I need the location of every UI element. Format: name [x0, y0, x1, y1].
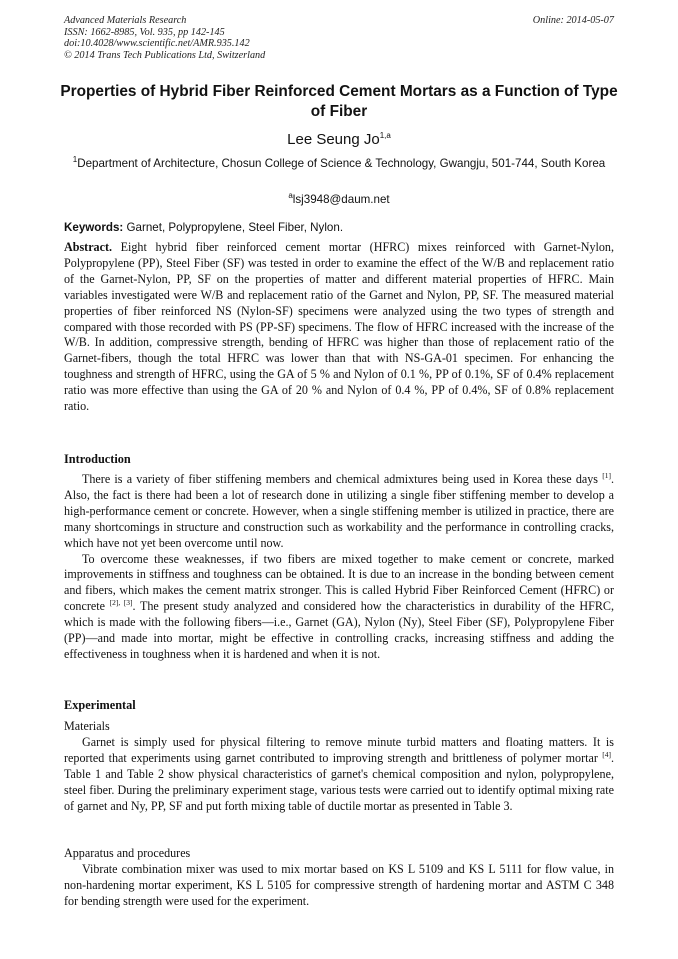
introduction-heading: Introduction: [64, 452, 131, 466]
email-text: lsj3948@daum.net: [292, 193, 390, 206]
journal-issn: ISSN: 1662-8985, Vol. 935, pp 142-145: [64, 26, 225, 38]
apparatus-paragraph: Vibrate combination mixer was used to mix mortar based on KS L 5109 and KS L 5111 for flow value, in non-hardening mortar experiment, KS L 5105 for compressive strength of hardening mortar and ASTM C 348 for bending strength were used for the experiment.: [64, 861, 614, 908]
intro-p2-text-a: To overcome these weaknesses, if two fibers are mixed together to make cement or concrete, marked improvements in stiffness and toughness can be obtained. It is due to an increase in the bonding between cement and fibers, which makes the cement matrix stronger. This is called Hybrid Fiber Reinforced Cement (HFRC) or concrete: [64, 551, 614, 614]
author-name: Lee Seung Jo: [287, 131, 380, 148]
introduction-body: [64, 472, 614, 663]
apparatus-section: [64, 846, 614, 910]
intro-paragraph-1: [64, 472, 614, 552]
intro-p1-text-a: There is a variety of fiber stiffening members and chemical admixtures being used in Korea these days: [82, 472, 603, 486]
abstract: [64, 240, 614, 415]
citation-4: [4]: [602, 749, 611, 759]
abstract-text: Eight hybrid fiber reinforced cement mortar (HFRC) mixes reinforced with Garnet-Nylon, Polypropylene (PP), Steel Fiber (SF) was tested in order to examine the effect of the W/B and replacement ratio of the Garnet-Nylon, PP, SF on the properties of matter and different material properties of HFRC. Main variables investigated were W/B and replacement ratio of the Garnet and Nylon, PP, SF. The measured material properties of fiber reinforced NS (Nylon-SF) specimens were analyzed using the two types of strength and compared with those recorded with PS (PP-SF) specimens. The flow of HFRC increased with the increase of the W/B. In addition, compressive strength, bending of HFRC was higher than those of replacement ratio of the Garnet-fibers, though the total HFRC was lower than that with NS-GA-01 specimen. For enhancing the toughness and strength of HFRC, using the GA of 5 % and Nylon of 0.1 %, PP of 0.1%, SF of 0.4% replacement ratio was more effective than using the GA of 20 % and Nylon of 0.4 %, PP of 0.4%, SF of 0.8% replacement ratio.: [64, 240, 614, 414]
affiliation-sup: 1: [72, 155, 78, 165]
email-sup: a: [288, 191, 293, 201]
author-sup: 1,a: [379, 131, 391, 140]
journal-doi: doi:10.4028/www.scientific.net/AMR.935.142: [64, 38, 250, 50]
paper-title: Properties of Hybrid Fiber Reinforced Cement Mortars as a Function of Type of Fiber: [60, 83, 618, 120]
affiliation-text: Department of Architecture, Chosun College of Science & Technology, Gwangju, 501-744, South Korea: [77, 157, 606, 170]
intro-paragraph-2: [64, 552, 614, 663]
affiliation: [64, 156, 614, 172]
materials-text-b: . Table 1 and Table 2 show physical characteristics of garnet's chemical composition and nylon, polypropylene, steel fiber. During the preliminary experiment stage, various tests were carried out to identify optimal mixing rate of garnet and Ny, PP, SF and put forth mixing table of ductile mortar as presented in Table 3.: [64, 750, 614, 813]
author-email: [64, 192, 614, 207]
abstract-label: Abstract.: [64, 240, 113, 254]
experimental-heading: Experimental: [64, 698, 136, 712]
materials-text-a: Garnet is simply used for physical filtering to remove minute turbid matters and floating matters. It is reported that experiments using garnet contributed to improving strength and brittleness of polymer mortar: [64, 734, 614, 765]
online-date: Online: 2014-05-07: [532, 15, 614, 26]
materials-paragraph: [64, 735, 614, 815]
materials-section: [64, 719, 614, 814]
intro-p2-text-b: . The present study analyzed and considered how the characteristics in durability of the HFRC, which is made with the following fibers—i.e., Garnet (GA), Nylon (Ny), Steel Fiber (SF), Polypropylene Fiber (PP)—and made into mortar, might be effective in controlling cracks, increasing stiffness and adding the effectiveness in toughness when it is hardened and when it is not.: [64, 599, 614, 661]
citation-1: [1]: [602, 470, 611, 480]
journal-header: [64, 15, 614, 61]
keywords: [64, 220, 614, 235]
materials-heading: Materials: [64, 719, 110, 733]
intro-p1-text-b: . Also, the fact is there had been a lot of research done in utilizing a single fiber stiffening member to develop a high-performance cement or concrete. However, when a single stiffening member is utilized in practice, there are many shortcomings in structure and construction such as workability and the performance in controlling cracks, which have not yet been overcome until now.: [64, 472, 614, 550]
keywords-text: Garnet, Polypropylene, Steel Fiber, Nylon.: [126, 221, 344, 234]
citation-2-3: [2], [3]: [109, 598, 133, 608]
journal-copyright: © 2014 Trans Tech Publications Ltd, Switzerland: [64, 49, 266, 61]
author-line: [60, 130, 618, 149]
journal-name: Advanced Materials Research: [64, 15, 187, 26]
apparatus-heading: Apparatus and procedures: [64, 846, 191, 860]
keywords-label: Keywords:: [64, 221, 124, 234]
